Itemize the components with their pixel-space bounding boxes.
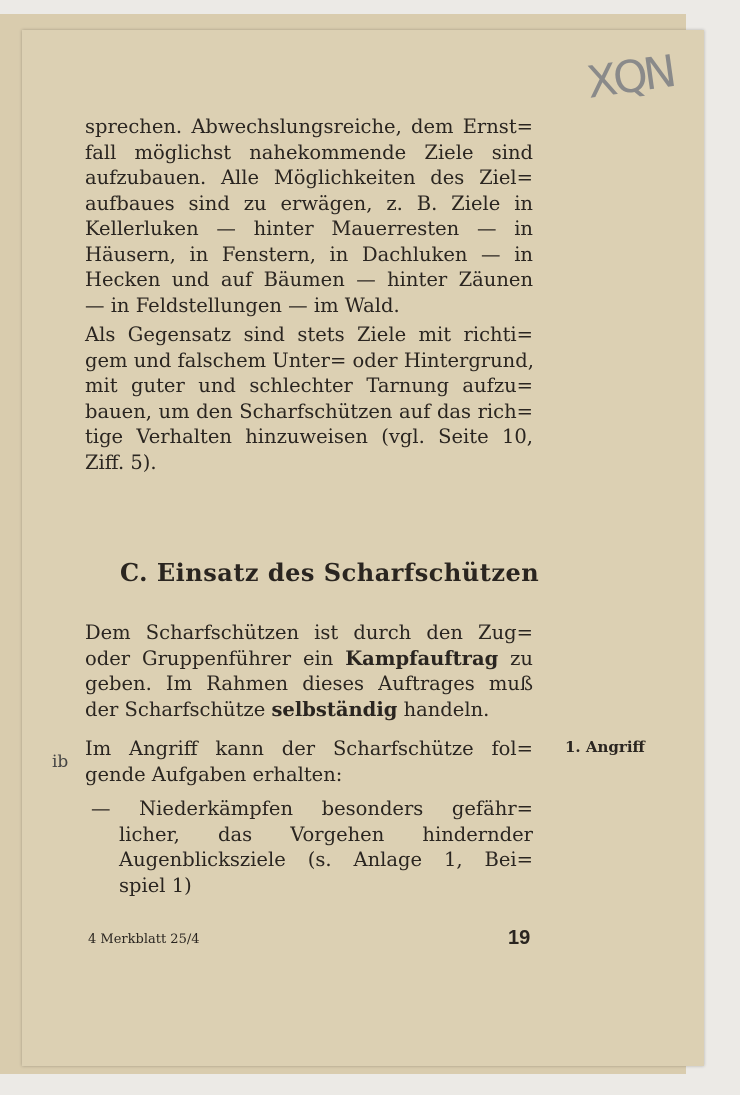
- margin-note: 1. Angriff: [565, 738, 645, 756]
- text-line: Kellerluken — hinter Mauerresten — in: [85, 217, 533, 240]
- text-line: Als Gegensatz sind stets Ziele mit richti=: [85, 323, 533, 346]
- text-line: mit guter und schlechter Tarnung aufzu=: [85, 374, 533, 397]
- text-line: Häusern, in Fenstern, in Dachluken — in: [85, 242, 533, 266]
- text-fragment: der Scharfschütze: [85, 697, 266, 721]
- handwritten-note: ib: [52, 752, 69, 772]
- text-line: gende Aufgaben erhalten:: [85, 762, 343, 786]
- section-heading: C. Einsatz des Scharfschützen: [120, 558, 540, 587]
- text-line: sprechen. Abwechslungsreiche, dem Ernst=: [85, 115, 533, 138]
- text-line: aufbaues sind zu erwägen, z. B. Ziele in: [85, 191, 533, 215]
- text-fragment: zu: [510, 646, 533, 670]
- text-line: tige Verhalten hinzuweisen (vgl. Seite 10,: [85, 425, 533, 448]
- text-line: Dem Scharfschützen ist durch den Zug=: [85, 621, 533, 644]
- text-line: gem und falschem Unter= oder Hintergrund,: [85, 348, 534, 372]
- paragraph-4: [85, 736, 533, 787]
- page-number: 19: [508, 927, 531, 949]
- text-line: Im Angriff kann der Scharfschütze fol=: [85, 737, 533, 760]
- paragraph-2: [85, 322, 533, 475]
- bold-term-kampfauftrag: Kampfauftrag: [345, 646, 499, 670]
- pencil-mark: XQN: [583, 46, 676, 109]
- text-line: Hecken und auf Bäumen — hinter Zäunen: [85, 268, 533, 291]
- paragraph-3: [85, 620, 533, 722]
- text-fragment: handeln.: [403, 697, 490, 721]
- text-line: licher, das Vorgehen hindernder: [119, 822, 533, 846]
- text-fragment: oder Gruppenführer ein: [85, 646, 334, 670]
- footer-signature: 4 Merkblatt 25/4: [88, 932, 200, 947]
- text-line: [85, 697, 533, 723]
- text-line: [85, 646, 533, 672]
- bullet-item: [91, 796, 533, 898]
- text-line: aufzubauen. Alle Möglichkeiten des Ziel=: [85, 166, 533, 189]
- paragraph-1: [85, 114, 533, 318]
- text-line: geben. Im Rahmen dieses Auftrages muß: [85, 672, 533, 695]
- text-line: bauen, um den Scharfschützen auf das rich=: [85, 399, 533, 423]
- text-line: spiel 1): [119, 873, 192, 897]
- book-page: [22, 30, 704, 1066]
- text-line: — in Feldstellungen — im Wald.: [85, 293, 400, 317]
- text-line: fall möglichst nahekommende Ziele sind: [85, 140, 533, 164]
- text-line: — Niederkämpfen besonders gefähr=: [91, 797, 533, 820]
- text-line: Ziff. 5).: [85, 450, 157, 474]
- text-line: Augenblicksziele (s. Anlage 1, Bei=: [119, 848, 533, 871]
- bold-term-selbstaendig: selbständig: [271, 697, 398, 721]
